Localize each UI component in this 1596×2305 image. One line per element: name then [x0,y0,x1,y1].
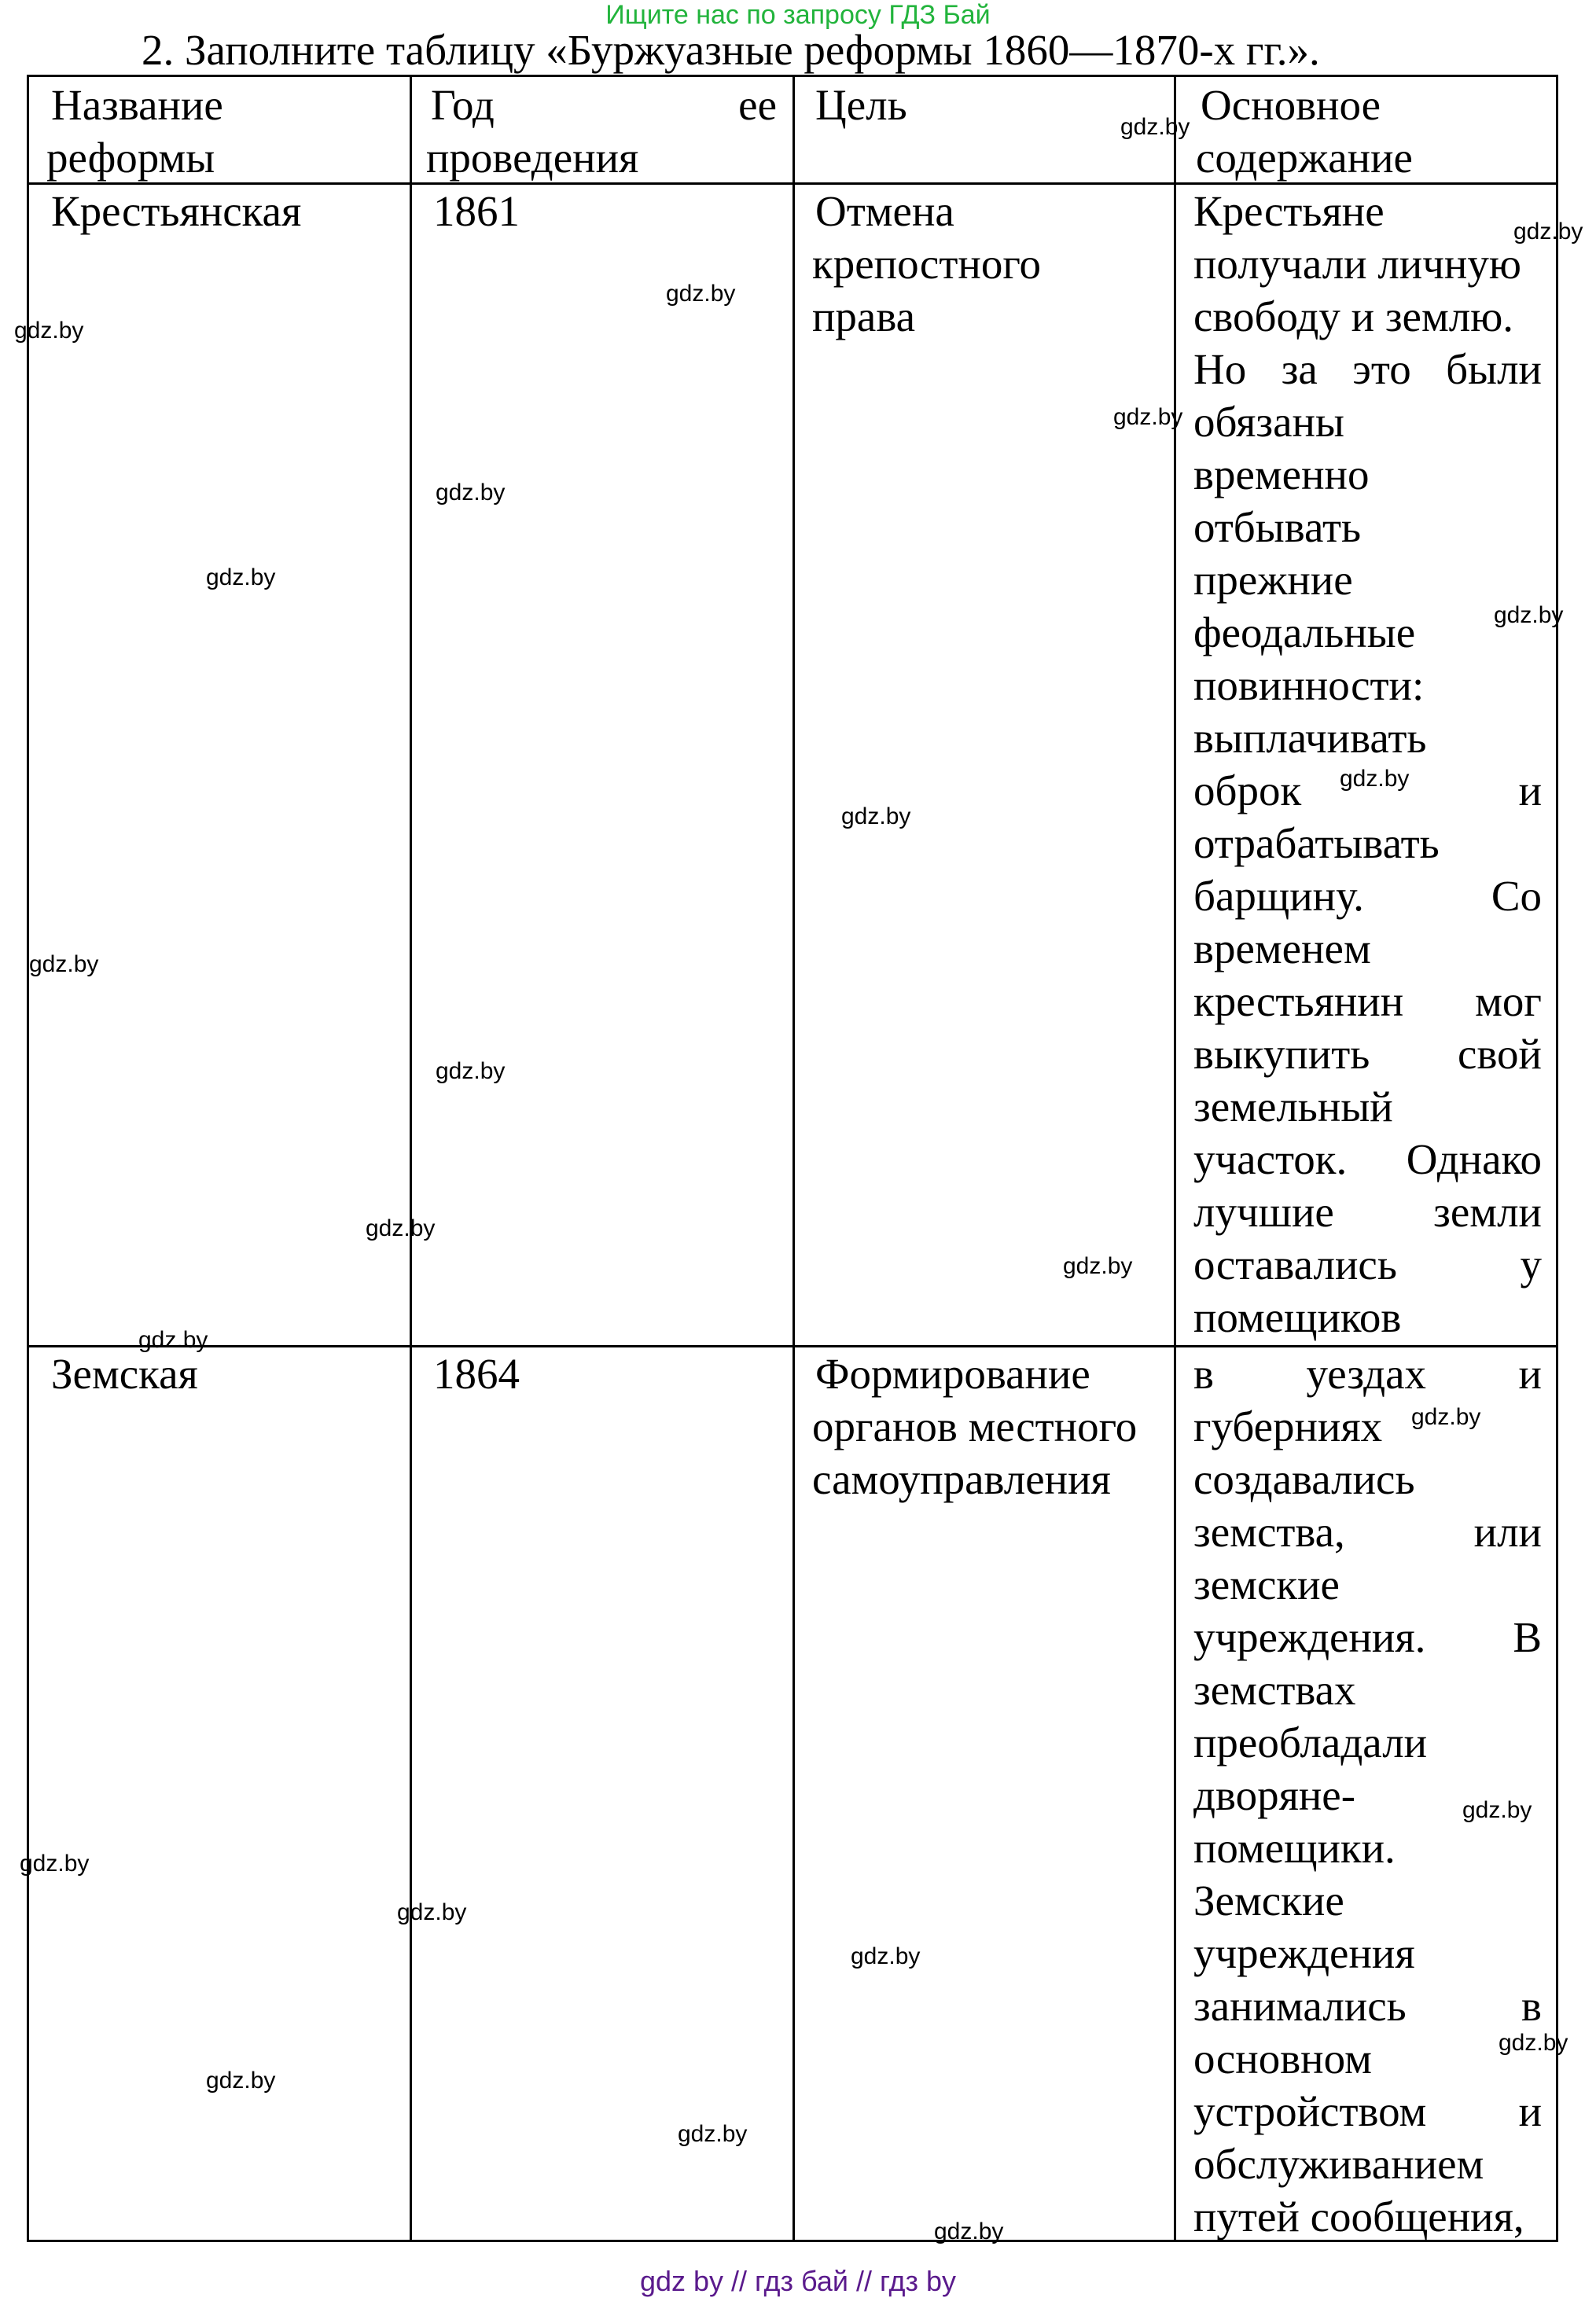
watermark: gdz.by [1113,404,1183,430]
reform-year: 1861 [433,187,520,235]
header-content-cell [1196,79,1546,184]
reform-content-word: основном [1193,2035,1372,2083]
reform-content-line [1193,553,1542,606]
reform-content-line [1193,2032,1542,2085]
reform-content-word: Однако [1406,1135,1542,1183]
reform-content-line [1193,1927,1542,1980]
reform-content-word: получали личную [1193,240,1521,288]
watermark: gdz.by [1120,114,1190,140]
reform-content-line [1193,1080,1542,1133]
header-name-cell [46,79,397,184]
reform-year: 1864 [433,1350,520,1398]
reform-content-word: учреждения [1193,1929,1415,1977]
reform-content-line [1193,1133,1542,1186]
reform-content-word: помещиков [1193,1293,1402,1341]
reform-content-line [1193,1186,1542,1238]
reform-content-word: путей сообщения, [1193,2193,1524,2241]
reform-content-word: Со [1491,872,1542,920]
reform-content-word: свой [1458,1030,1542,1078]
reform-content-word: выплачивать [1193,714,1427,762]
watermark: gdz.by [206,2068,276,2094]
reforms-table [27,75,1558,2242]
watermark: gdz.by [841,803,911,829]
reform-content-line [1193,1453,1542,1505]
header-content-line: содержание [1196,134,1413,182]
reform-content-word: земельный [1193,1083,1393,1130]
header-goal-cell [815,79,1161,131]
column-divider [1174,77,1176,2240]
header-year-line [426,131,777,184]
header-name-line: реформы [46,134,215,182]
reform-content-word: барщину. [1193,872,1364,920]
reform-content-line [1193,1558,1542,1611]
reform-content-line [1193,1028,1542,1080]
reform-content-word: временем [1193,925,1371,972]
watermark: gdz.by [366,1215,436,1241]
reform-name: Крестьянская [51,187,302,235]
reform-content-word: оставались [1193,1241,1397,1289]
row1-content-cell [1193,185,1542,1344]
reform-content-word: отрабатывать [1193,819,1440,867]
reform-content-word: обслуживанием [1193,2140,1484,2188]
watermark: gdz.by [934,2219,1004,2244]
reform-content-word: участок. [1193,1135,1348,1183]
reform-content-line [1193,1400,1542,1453]
row2-name-cell [51,1347,397,1400]
row1-goal-cell [812,185,1161,343]
watermark: gdz.by [1494,602,1564,628]
header-year-word: ее [738,81,777,129]
reform-content-line [1193,922,1542,975]
reform-content-word: лучшие [1193,1188,1334,1236]
reform-content-word: крестьянин [1193,977,1404,1025]
reform-content-word: оброк [1193,766,1302,814]
header-year-word: Год [431,81,495,129]
reform-goal-line: органов местного [812,1402,1138,1450]
reform-content-word: устройством [1193,2087,1427,2135]
row1-year-cell [433,185,779,237]
reform-content-line [1193,1874,1542,1927]
watermark: gdz.by [1340,766,1410,792]
task-title: 2. Заполните таблицу «Буржуазные реформы 1860—1870-х гг.». [142,26,1320,74]
reform-content-word: Земские [1193,1877,1344,1925]
watermark: gdz.by [851,1943,921,1969]
reform-content-word: временно [1193,450,1370,498]
watermark: gdz.by [1499,2030,1568,2056]
reform-content-line [1193,1716,1542,1769]
reform-content-word: повинности: [1193,661,1425,709]
reform-content-word: свободу и землю. [1193,292,1514,340]
search-banner: Ищите нас по запросу ГДЗ Бай [605,0,991,30]
header-year-line [431,79,777,131]
reform-content-word: земства, [1193,1508,1345,1556]
reform-content-word: дворяне- [1193,1771,1356,1819]
reform-content-word: феодальные [1193,608,1416,656]
reform-content-word: отбывать [1193,503,1362,551]
reform-content-word: или [1473,1508,1542,1556]
reform-content-line [1193,2085,1542,2138]
watermark: gdz.by [666,281,736,307]
row2-goal-cell [812,1347,1177,1505]
reform-content-line [1193,817,1542,869]
reform-content-line [1193,237,1542,290]
reform-content-word: в [1193,1350,1214,1398]
reform-content-line [1193,1291,1542,1344]
reform-content-line [1193,975,1542,1028]
reform-content-word: и [1518,766,1542,814]
reform-content-word: земствах [1193,1666,1356,1714]
watermark: gdz.by [678,2121,748,2147]
reform-content-word: за [1281,345,1318,393]
reform-content-word: и [1518,1350,1542,1398]
reform-content-line [1193,448,1542,501]
reform-content-word: и [1518,2087,1542,2135]
reform-content-line [1193,1505,1542,1558]
reform-content-word: губерниях [1193,1402,1383,1450]
reform-content-word: создавались [1193,1455,1415,1503]
reform-content-word: у [1520,1241,1542,1289]
watermark: gdz.by [1411,1404,1481,1430]
reform-content-line [1193,185,1542,237]
reform-content-line [1193,1980,1542,2032]
watermark: gdz.by [14,318,84,344]
watermark: gdz.by [397,1899,467,1925]
reform-content-word: уездах [1306,1350,1427,1398]
row2-year-cell [433,1347,779,1400]
reform-content-line [1193,711,1542,764]
watermark: gdz.by [1513,219,1583,244]
watermark: gdz.by [1462,1797,1532,1823]
reform-content-word: прежние [1193,556,1353,604]
reform-content-line [1193,1347,1542,1400]
reform-content-line [1193,1611,1542,1663]
watermark: gdz.by [138,1327,208,1353]
reform-goal-line: самоуправления [812,1455,1111,1503]
reform-content-word: помещики. [1193,1824,1396,1872]
reform-content-word: это [1352,345,1411,393]
watermark: gdz.by [1063,1253,1133,1279]
reform-content-line [1193,343,1542,395]
header-content-line: Основное [1201,81,1381,129]
watermark: gdz.by [20,1851,90,1877]
header-goal-line: Цель [815,81,907,129]
reform-goal-line: Формирование [815,1350,1090,1398]
reform-content-word: Но [1193,345,1247,393]
reform-goal-line: права [812,292,916,340]
reform-content-word: учреждения. [1193,1613,1426,1661]
reform-content-line [1193,1238,1542,1291]
reform-content-word: мог [1475,977,1542,1025]
watermark: gdz.by [436,1058,506,1084]
reform-content-line [1193,290,1542,343]
reform-goal-line: крепостного [812,240,1042,288]
reform-content-word: были [1446,345,1542,393]
reform-content-word: выкупить [1193,1030,1370,1078]
reform-content-word: земли [1433,1188,1542,1236]
reform-content-line [1193,1663,1542,1716]
reform-content-word: обязаны [1193,398,1344,446]
reform-goal-line: Отмена [815,187,954,235]
reform-content-line [1193,1822,1542,1874]
reform-name: Земская [51,1350,198,1398]
header-year-word: проведения [426,134,639,182]
watermark: gdz.by [206,564,276,590]
row2-content-cell [1193,1347,1542,2243]
reform-content-line [1193,395,1542,448]
reform-content-line [1193,2190,1542,2243]
column-divider [792,77,795,2240]
reform-content-line [1193,659,1542,711]
reform-content-word: В [1513,1613,1542,1661]
row1-name-cell [51,185,397,237]
reform-content-line [1193,606,1542,659]
watermark: gdz.by [29,951,99,977]
reform-content-word: занимались [1193,1982,1407,2030]
reform-content-word: в [1521,1982,1542,2030]
reform-content-word: Крестьяне [1193,187,1385,235]
header-name-line: Название [51,81,223,129]
reform-content-line [1193,501,1542,553]
header-year-cell [426,79,777,184]
reform-content-word: земские [1193,1561,1340,1608]
watermark: gdz.by [436,480,506,505]
reform-content-word: преобладали [1193,1719,1428,1766]
reform-content-line [1193,2138,1542,2190]
reform-content-line [1193,869,1542,922]
footer-watermark: gdz by // гдз бай // гдз by [639,2265,957,2297]
